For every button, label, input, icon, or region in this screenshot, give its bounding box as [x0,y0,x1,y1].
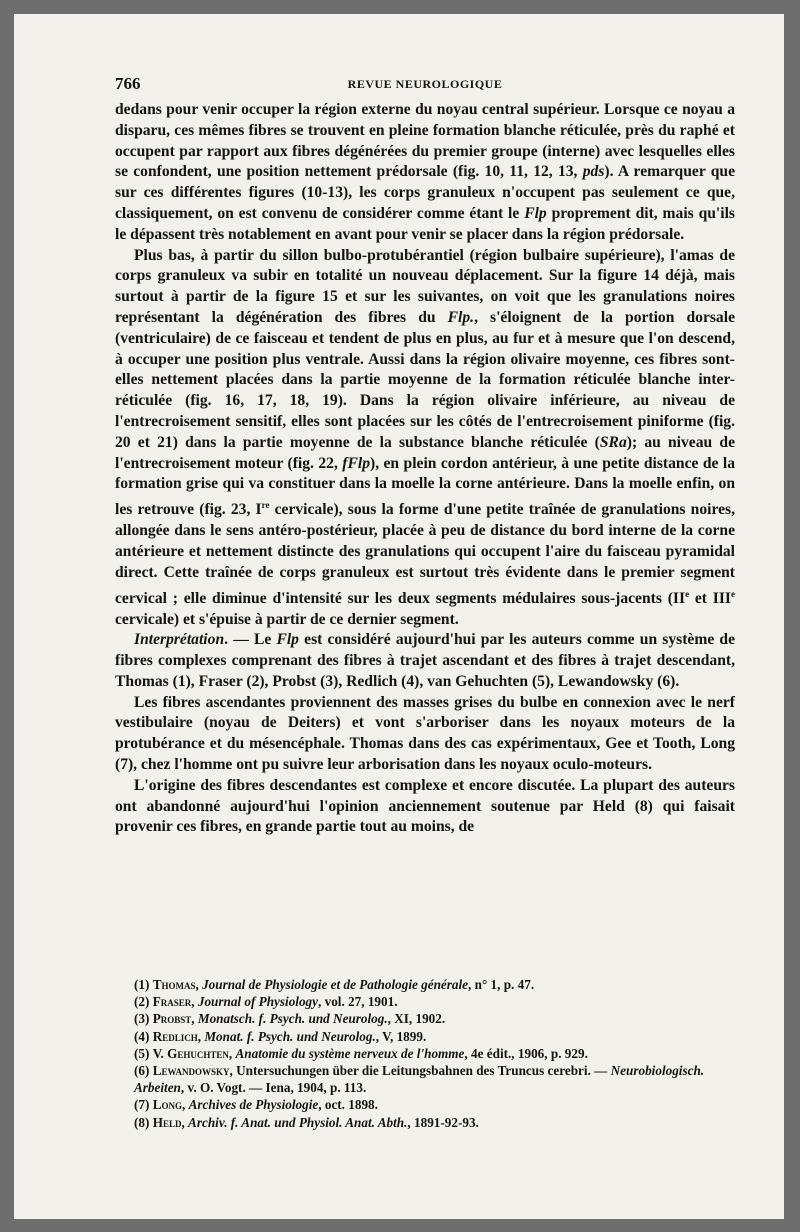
page-header [115,74,735,98]
paragraph-2: Plus bas, à partir du sillon bulbo-protubérantiel (région bulbaire supérieure), l'amas de corps granuleux va subir en totalité un nouveau déplacement. Sur la figure 14 déjà, mais surtout à partir de la figure 15 et sur les suivantes, on voit que les granulations noires représentant la dégénération des fibres du Flp., s'éloignent de la portion dorsale (ventriculaire) de ce faisceau et tendent de plus en plus, au fur et à mesure que l'on descend, à occuper une position plus ventrale. Aussi dans la région olivaire moyenne, ces fibres sont-elles nettement placées dans la partie moyenne de la formation réticulée blanche inter-réticulée (fig. 16, 17, 18, 19). Dans la région olivaire inférieure, au niveau de l'entrecroisement sensitif, elles sont placées sur les côtés de l'entrecroisement piniforme (fig. 20 et 21) dans la partie moyenne de la substance blanche réticulée (SRa); au niveau de l'entrecroisement moteur (fig. 22, fFlp), en plein cordon antérieur, à une petite distance de la formation grise qui va constituer dans la moelle la corne antérieure. Dans la moelle enfin, on les retrouve (fig. 23, Ire cervicale), sous la forme d'une petite traînée de granulations noires, allongée dans le sens antéro-postérieur, placée à peu de distance du bord interne de la corne antérieure et nettement distincte des granulations qui occupent l'aire du faisceau pyramidal direct. Cette traînée de corps granuleux est surtout très évidente dans le premier segment cervical ; elle diminue d'intensité sur les deux segments médulaires sous-jacents (IIe et IIIe cervicale) et s'épuise à partir de ce dernier segment. [115,246,735,628]
footnote: (7) Long, Archives de Physiologie, oct. 1898. [134,1097,378,1113]
footnote: (6) Lewandowsky, Untersuchungen über die Leitungsbahnen des Truncus cerebri. — Neurobiologisch. Arbeiten, v. O. Vogt. — Iena, 1904, p. 113. [134,1063,705,1096]
page-number: 766 [115,74,141,93]
footnote: (2) Fraser, Journal of Physiology, vol. 27, 1901. [134,994,398,1010]
paragraph-4: Les fibres ascendantes proviennent des masses grises du bulbe en connexion avec le nerf vestibulaire (noyau de Deiters) et vont s'arboriser dans les noyaux moteurs de la protubérance et du mésencéphale. Thomas dans des cas expérimentaux, Gee et Tooth, Long (7), chez l'homme ont pu suivre leur arborisation dans les noyaux oculo-moteurs. [115,693,735,774]
paragraph-5: L'origine des fibres descendantes est complexe et encore discutée. La plupart des auteurs ont abandonné aujourd'hui l'opinion anciennement soutenue par Held (8) qui faisait provenir ces fibres, en grande partie tout au moins, de [115,776,735,836]
running-title: REVUE NEUROLOGIQUE [347,77,503,91]
scanned-page [14,14,784,1219]
body-text [115,100,735,838]
footnote: (1) Thomas, Journal de Physiologie et de Pathologie générale, n° 1, p. 47. [134,977,535,992]
paragraph-3: Interprétation. — Le Flp est considéré aujourd'hui par les auteurs comme un système de fibres complexes comprenant des fibres à trajet ascendant et des fibres à trajet descendant, Thomas (1), Fraser (2), Probst (3), Redlich (4), van Gehuchten (5), Lewandowsky (6). [115,631,735,690]
footnote: (8) Held, Archiv. f. Anat. und Physiol. Anat. Abth., 1891-92-93. [134,1114,479,1130]
footnote: (3) Probst, Monatsch. f. Psych. und Neurolog., XI, 1902. [134,1011,446,1027]
footnote: (5) V. Gehuchten, Anatomie du système nerveux de l'homme, 4e édit., 1906, p. 929. [134,1045,588,1061]
footnote: (4) Redlich, Monat. f. Psych. und Neurolog., V, 1899. [134,1028,427,1044]
footnotes [115,976,735,1131]
paragraph-1: dedans pour venir occuper la région externe du noyau central supérieur. Lorsque ce noyau a disparu, ces mêmes fibres se trouvent en pleine formation blanche réticulée, près du raphé et occupent par rapport aux fibres dégénérées du premier groupe (interne) avec lesquelles elles se confondent, une position nettement prédorsale (fig. 10, 11, 12, 13, pds). A remarquer que sur ces différentes figures (10-13), les corps granuleux n'occupent pas seulement ce que, classiquement, on est convenu de considérer comme étant le Flp proprement dit, mais qu'ils le dépassent très notablement en avant pour venir se placer dans la région prédorsale. [115,101,735,243]
